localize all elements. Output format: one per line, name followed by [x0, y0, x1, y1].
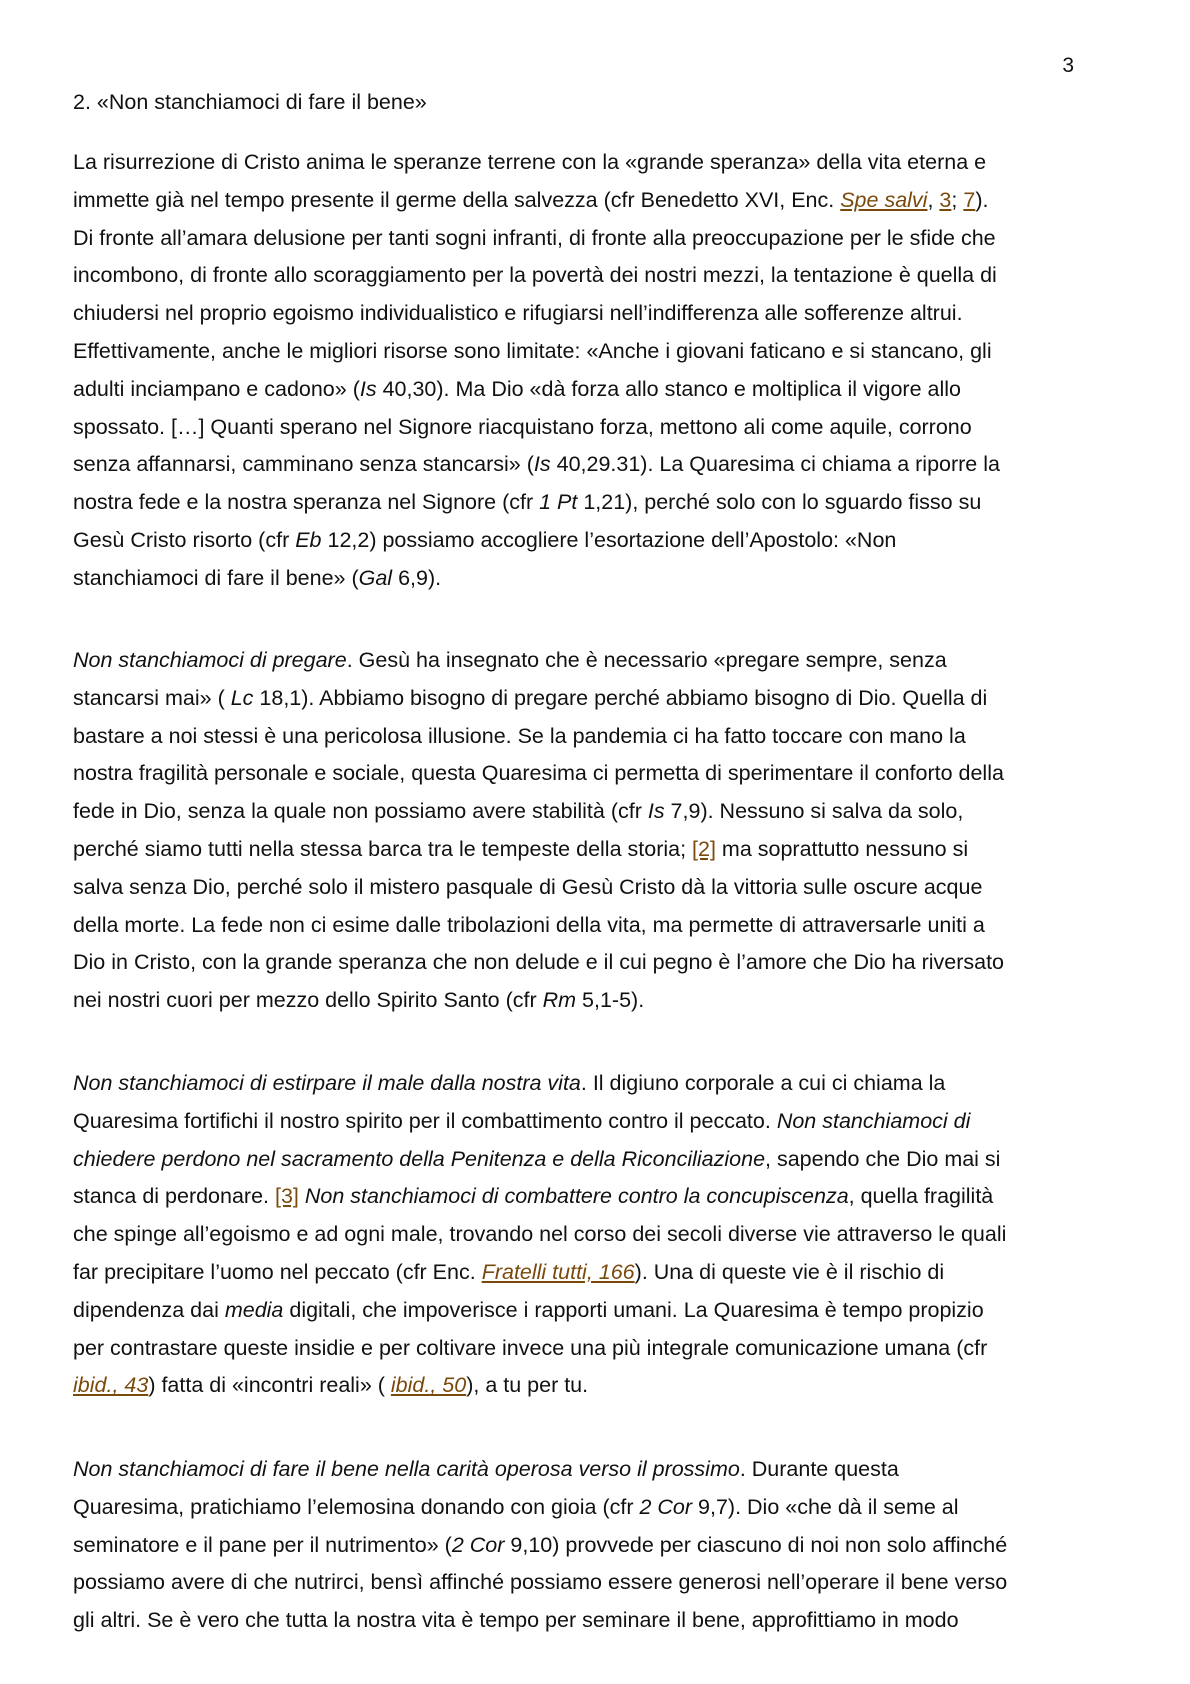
footnote-link-3[interactable]: [3]: [275, 1184, 299, 1209]
text-line: [73, 1292, 1123, 1330]
text-line: spossato. […] Quanti sperano nel Signore riacquistano forza, mettono ali come aquile, corrono: [73, 414, 972, 439]
citation-italic: Gal: [358, 565, 393, 590]
text-segment: 40,29.31). La Quaresima ci chiama a riporre la: [550, 452, 1000, 477]
text-line: [73, 1527, 1123, 1565]
text-segment: ;: [951, 187, 964, 212]
text-line: [73, 1103, 1123, 1141]
link-text: Fratelli tutti, 166: [481, 1259, 635, 1284]
text-segment: stanchiamoci di fare il bene» (: [73, 565, 359, 590]
text-line: La risurrezione di Cristo anima le speranze terrene con la «grande speranza» della vita eterna e: [73, 150, 987, 174]
text-line: [73, 1065, 1123, 1103]
link-ibid-50[interactable]: [391, 1373, 466, 1397]
citation-italic: 2 Cor: [639, 1494, 693, 1519]
text-segment: seminatore e il pane per il nutrimento» (: [73, 1532, 452, 1557]
text-segment: 5,1-5).: [576, 988, 645, 1013]
text-segment: 1,21), perché solo con lo sguardo fisso su: [577, 490, 982, 515]
paragraph-3: [73, 1065, 1123, 1405]
text-line: [73, 1367, 1123, 1405]
text-segment: stancarsi mai» (: [73, 685, 231, 710]
text-segment: far precipitare l’uomo nel peccato (cfr Enc.: [73, 1259, 482, 1284]
link-ref-3[interactable]: 3: [939, 187, 952, 212]
text-segment: nostra fede e la nostra speranza nel Signore (cfr: [73, 490, 540, 515]
text-line: [73, 831, 1123, 869]
text-segment: . Il digiuno corporale a cui ci chiama la: [580, 1071, 946, 1095]
paragraph-2: [73, 642, 1123, 1020]
text-segment: 12,2) possiamo accogliere l’esortazione dell’Apostolo: «Non: [321, 527, 897, 552]
text-line: [73, 1254, 1123, 1292]
text-line: chiudersi nel proprio egoismo individualistico e rifugiarsi nell’indifferenza alle sofferenze altrui.: [73, 301, 963, 326]
text-segment: 40,30). Ma Dio «dà forza allo stanco e moltiplica il vigore allo: [376, 376, 961, 401]
text-segment: adulti inciampano e cadono» (: [73, 376, 360, 401]
text-segment: ,: [927, 187, 940, 212]
paragraph-1: [73, 144, 1123, 598]
text-segment: ) fatta di «incontri reali» (: [148, 1373, 391, 1398]
text-segment: Quaresima, pratichiamo l’elemosina donando con gioia (cfr: [73, 1494, 640, 1519]
citation-italic: Is: [647, 799, 665, 824]
text-line: Effettivamente, anche le migliori risorse sono limitate: «Anche i giovani faticano e si stancano, gli: [73, 338, 992, 363]
text-line: [73, 371, 1123, 409]
text-line: [73, 446, 1123, 484]
text-line: per contrastare queste insidie e per coltivare invece una più integrale comunicazione umana (cfr: [73, 1335, 988, 1360]
text-line: [73, 522, 1123, 560]
link-ref-7[interactable]: 7: [963, 187, 976, 212]
italic-word: media: [224, 1297, 284, 1322]
text-line: [73, 982, 1123, 1020]
text-segment: ), a tu per tu.: [466, 1373, 589, 1398]
text-line: [73, 793, 1123, 831]
text-segment: fede in Dio, senza la quale non possiamo avere stabilità (cfr: [73, 799, 648, 824]
text-segment: , quella fragilità: [848, 1184, 994, 1209]
text-segment: Quaresima fortifichi il nostro spirito per il combattimento contro il peccato.: [73, 1108, 777, 1133]
text-segment: ). Una di queste vie è il rischio di: [634, 1259, 945, 1284]
citation-italic: Is: [533, 452, 551, 477]
text-line: [73, 1141, 1123, 1179]
link-text: ibid., 50: [390, 1373, 467, 1398]
text-line: [73, 484, 1123, 522]
citation-italic: Lc: [230, 685, 254, 710]
text-line: salva senza Dio, perché solo il mistero pasquale di Gesù Cristo dà la vittoria sulle oscure acque: [73, 874, 983, 899]
text-line: [73, 182, 1123, 220]
text-segment: , sapendo che Dio mai si: [765, 1146, 1001, 1171]
italic-lead: Non stanchiamoci di pregare: [73, 648, 347, 672]
citation-italic: Rm: [542, 988, 577, 1013]
text-segment: Gesù Cristo risorto (cfr: [73, 527, 296, 552]
text-segment: 6,9).: [392, 565, 442, 590]
citation-italic: Eb: [295, 527, 322, 552]
text-line: Di fronte all’amara delusione per tanti sogni infranti, di fronte alla preoccupazione per le sfide che: [73, 225, 996, 250]
citation-italic: Is: [359, 376, 377, 401]
link-fratelli-tutti[interactable]: [482, 1260, 635, 1284]
citation-italic: 2 Cor: [451, 1532, 505, 1557]
text-segment: stanca di perdonare.: [73, 1184, 275, 1209]
text-line: possiamo avere di che nutrirci, bensì affinché possiamo essere generosi nell’operare il bene verso: [73, 1570, 1008, 1595]
link-text: ibid., 43: [73, 1373, 149, 1398]
text-segment: perché siamo tutti nella stessa barca tra le tempeste della storia;: [73, 836, 693, 861]
page-number: 3: [1062, 54, 1074, 77]
text-line: [73, 560, 1123, 598]
text-line: [73, 1178, 1123, 1216]
text-line: [73, 680, 1123, 718]
text-segment: ma soprattutto nessuno si: [715, 836, 969, 861]
text-segment: . Gesù ha insegnato che è necessario «pregare sempre, senza: [346, 648, 947, 672]
text-line: bastare a noi stessi è una pericolosa illusione. Se la pandemia ci ha fatto toccare con mano la: [73, 723, 966, 748]
link-text: Spe salvi: [840, 187, 928, 212]
text-line: incombono, di fronte allo scoraggiamento per la povertà dei nostri mezzi, la tentazione è quella di: [73, 263, 997, 288]
footnote-link-2[interactable]: [2]: [692, 836, 716, 861]
italic-phrase: chiedere perdono nel sacramento della Penitenza e della Riconciliazione: [73, 1146, 766, 1171]
text-segment: 18,1). Abbiamo bisogno di pregare perché abbiamo bisogno di Dio. Quella di: [253, 685, 988, 710]
text-line: che spinge all’egoismo e ad ogni male, trovando nel corso dei secoli diverse vie attraverso le quali: [73, 1222, 1007, 1247]
text-line: nostra fragilità personale e sociale, questa Quaresima ci permetta di sperimentare il conforto della: [73, 761, 1004, 786]
link-spe-salvi[interactable]: [840, 188, 927, 212]
italic-phrase: Non stanchiamoci di: [776, 1108, 971, 1133]
italic-phrase: Non stanchiamoci di combattere contro la concupiscenza: [304, 1184, 849, 1209]
text-line: [73, 1451, 1123, 1489]
text-line: della morte. La fede non ci esime dalle tribolazioni della vita, ma permette di attraversarle uniti a: [73, 912, 985, 937]
text-line: [73, 1489, 1123, 1527]
text-segment: 9,7). Dio «che dà il seme al: [692, 1494, 959, 1519]
text-segment: digitali, che impoverisce i rapporti umani. La Quaresima è tempo propizio: [283, 1297, 984, 1322]
text-line: Dio in Cristo, con la grande speranza che non delude e il cui pegno è l’amore che Dio ha riversato: [73, 950, 1005, 975]
text-line: [73, 642, 1123, 680]
text-line: gli altri. Se è vero che tutta la nostra vita è tempo per seminare il bene, approfittiamo in modo: [73, 1608, 959, 1633]
text-segment: . Durante questa: [739, 1457, 899, 1481]
text-segment: senza affannarsi, camminano senza stancarsi» (: [73, 452, 534, 477]
italic-lead: Non stanchiamoci di estirpare il male dalla nostra vita: [73, 1071, 581, 1095]
text-segment: nei nostri cuori per mezzo dello Spirito Santo (cfr: [73, 988, 543, 1013]
text-segment: dipendenza dai: [73, 1297, 225, 1322]
text-segment: 9,10) provvede per ciascuno di noi non solo affinché: [504, 1532, 1008, 1557]
paragraph-4: [73, 1451, 1123, 1640]
text-segment: immette già nel tempo presente il germe della salvezza (cfr Benedetto XVI, Enc.: [73, 187, 841, 212]
text-segment: ).: [975, 187, 989, 212]
citation-italic: 1 Pt: [539, 490, 578, 515]
italic-lead: Non stanchiamoci di fare il bene nella carità operosa verso il prossimo: [73, 1457, 740, 1481]
link-ibid-43[interactable]: [73, 1373, 148, 1397]
text-segment: 7,9). Nessuno si salva da solo,: [664, 799, 964, 824]
section-heading: 2. «Non stanchiamoci di fare il bene»: [73, 90, 427, 114]
